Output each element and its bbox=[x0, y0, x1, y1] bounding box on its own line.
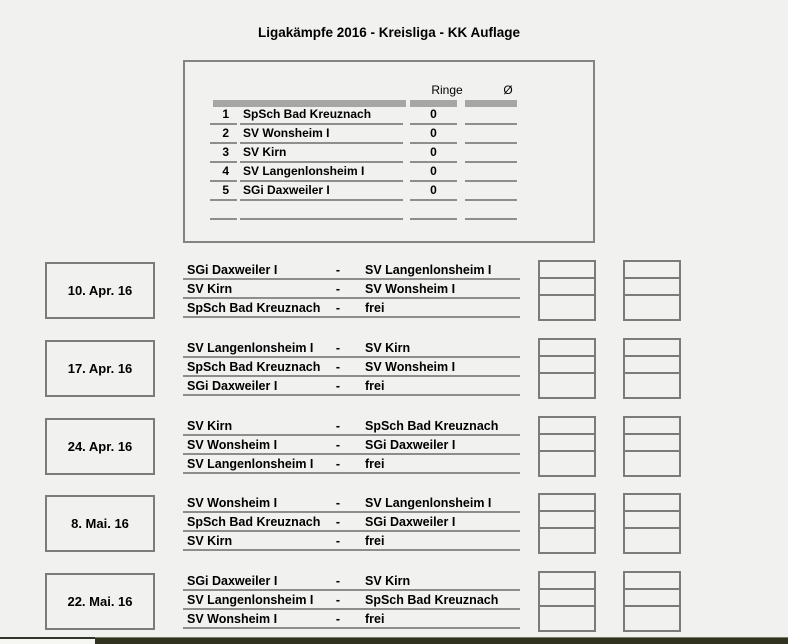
away-team: SV Langenlonsheim I bbox=[365, 263, 492, 277]
match-row bbox=[183, 358, 520, 377]
rank-cell: 5 bbox=[210, 182, 237, 201]
away-team: SGi Daxweiler I bbox=[365, 438, 456, 452]
team-cell: SGi Daxweiler I bbox=[240, 182, 403, 201]
vs-separator: - bbox=[335, 515, 341, 529]
match-row bbox=[183, 299, 520, 318]
bottom-scrollbar bbox=[0, 637, 788, 644]
score-box-average bbox=[623, 260, 681, 321]
date-box bbox=[45, 573, 155, 630]
score-cell bbox=[625, 418, 679, 435]
schedule-block bbox=[0, 494, 788, 558]
ringe-cell: 0 bbox=[410, 182, 457, 201]
schedule-block bbox=[0, 339, 788, 403]
match-row bbox=[183, 339, 520, 358]
ringe-column-header: Ringe bbox=[431, 83, 463, 97]
score-box-ringe bbox=[538, 338, 596, 399]
away-team: SV Kirn bbox=[365, 341, 411, 355]
score-cell bbox=[540, 452, 594, 470]
average-column-header: Ø bbox=[503, 83, 513, 97]
home-team: SpSch Bad Kreuznach bbox=[187, 360, 321, 374]
date-label: 22. Mai. 16 bbox=[67, 594, 133, 609]
standings-row bbox=[185, 125, 593, 144]
average-cell bbox=[465, 201, 517, 220]
score-cell bbox=[625, 529, 679, 547]
away-team: frei bbox=[365, 457, 385, 471]
score-cell bbox=[540, 418, 594, 435]
score-cell bbox=[540, 296, 594, 314]
standings-row bbox=[185, 106, 593, 125]
vs-separator: - bbox=[335, 360, 341, 374]
home-team: SV Wonsheim I bbox=[187, 496, 278, 510]
standings-row bbox=[185, 144, 593, 163]
score-cell bbox=[625, 512, 679, 529]
ringe-cell: 0 bbox=[410, 106, 457, 125]
team-cell bbox=[240, 201, 403, 220]
score-cell bbox=[625, 495, 679, 512]
date-label: 24. Apr. 16 bbox=[67, 439, 133, 454]
home-team: SGi Daxweiler I bbox=[187, 263, 278, 277]
rank-cell bbox=[210, 201, 237, 220]
match-list bbox=[183, 417, 520, 474]
date-box bbox=[45, 495, 155, 552]
average-cell bbox=[465, 182, 517, 201]
window-bottom-edge bbox=[95, 637, 788, 644]
match-row bbox=[183, 532, 520, 551]
score-cell bbox=[540, 529, 594, 547]
vs-separator: - bbox=[335, 379, 341, 393]
standings-table bbox=[183, 60, 595, 243]
date-box bbox=[45, 418, 155, 475]
scrollbar-thumb[interactable] bbox=[0, 637, 95, 644]
rank-cell: 4 bbox=[210, 163, 237, 182]
vs-separator: - bbox=[335, 341, 341, 355]
vs-separator: - bbox=[335, 496, 341, 510]
score-cell bbox=[540, 512, 594, 529]
ringe-cell bbox=[410, 201, 457, 220]
match-row bbox=[183, 591, 520, 610]
score-box-average bbox=[623, 493, 681, 554]
date-label: 17. Apr. 16 bbox=[67, 361, 133, 376]
score-cell bbox=[625, 435, 679, 452]
page-title: Ligakämpfe 2016 - Kreisliga - KK Auflage bbox=[257, 25, 521, 40]
score-box-ringe bbox=[538, 416, 596, 477]
score-cell bbox=[625, 452, 679, 470]
standings-row-empty bbox=[185, 201, 593, 220]
away-team: SV Wonsheim I bbox=[365, 282, 456, 296]
home-team: SV Langenlonsheim I bbox=[187, 341, 314, 355]
score-box-ringe bbox=[538, 260, 596, 321]
schedule-block bbox=[0, 417, 788, 481]
away-team: SV Wonsheim I bbox=[365, 360, 456, 374]
home-team: SV Langenlonsheim I bbox=[187, 457, 314, 471]
score-cell bbox=[625, 340, 679, 357]
rank-cell: 2 bbox=[210, 125, 237, 144]
match-list bbox=[183, 261, 520, 318]
home-team: SpSch Bad Kreuznach bbox=[187, 515, 321, 529]
match-row bbox=[183, 513, 520, 532]
rank-cell: 3 bbox=[210, 144, 237, 163]
average-cell bbox=[465, 163, 517, 182]
standings-row bbox=[185, 182, 593, 201]
vs-separator: - bbox=[335, 457, 341, 471]
away-team: frei bbox=[365, 612, 385, 626]
score-cell bbox=[540, 607, 594, 625]
home-team: SV Wonsheim I bbox=[187, 612, 278, 626]
ringe-cell: 0 bbox=[410, 163, 457, 182]
score-cell bbox=[540, 357, 594, 374]
home-team: SpSch Bad Kreuznach bbox=[187, 301, 321, 315]
score-box-ringe bbox=[538, 571, 596, 632]
vs-separator: - bbox=[335, 282, 341, 296]
vs-separator: - bbox=[335, 534, 341, 548]
score-cell bbox=[540, 374, 594, 392]
team-cell: SpSch Bad Kreuznach bbox=[240, 106, 403, 125]
vs-separator: - bbox=[335, 593, 341, 607]
vs-separator: - bbox=[335, 301, 341, 315]
score-cell bbox=[625, 374, 679, 392]
match-row bbox=[183, 572, 520, 591]
match-row bbox=[183, 417, 520, 436]
team-cell: SV Kirn bbox=[240, 144, 403, 163]
match-row bbox=[183, 377, 520, 396]
home-team: SGi Daxweiler I bbox=[187, 574, 278, 588]
score-cell bbox=[540, 435, 594, 452]
match-list bbox=[183, 572, 520, 629]
vs-separator: - bbox=[335, 574, 341, 588]
ringe-cell: 0 bbox=[410, 125, 457, 144]
average-cell bbox=[465, 144, 517, 163]
score-cell bbox=[625, 279, 679, 296]
vs-separator: - bbox=[335, 263, 341, 277]
schedule-block bbox=[0, 572, 788, 636]
vs-separator: - bbox=[335, 612, 341, 626]
match-row bbox=[183, 436, 520, 455]
score-box-average bbox=[623, 416, 681, 477]
score-cell bbox=[625, 607, 679, 625]
date-label: 8. Mai. 16 bbox=[71, 516, 129, 531]
standings-row bbox=[185, 163, 593, 182]
score-cell bbox=[540, 590, 594, 607]
score-cell bbox=[540, 573, 594, 590]
away-team: frei bbox=[365, 534, 385, 548]
average-cell bbox=[465, 125, 517, 144]
team-cell: SV Langenlonsheim I bbox=[240, 163, 403, 182]
match-row bbox=[183, 261, 520, 280]
home-team: SV Kirn bbox=[187, 534, 233, 548]
date-label: 10. Apr. 16 bbox=[67, 283, 133, 298]
home-team: SV Langenlonsheim I bbox=[187, 593, 314, 607]
away-team: frei bbox=[365, 379, 385, 393]
home-team: SGi Daxweiler I bbox=[187, 379, 278, 393]
away-team: SGi Daxweiler I bbox=[365, 515, 456, 529]
vs-separator: - bbox=[335, 438, 341, 452]
match-list bbox=[183, 494, 520, 551]
standings-rows bbox=[185, 106, 593, 220]
home-team: SV Kirn bbox=[187, 282, 233, 296]
score-cell bbox=[625, 296, 679, 314]
score-cell bbox=[540, 495, 594, 512]
vs-separator: - bbox=[335, 419, 341, 433]
average-cell bbox=[465, 106, 517, 125]
match-row bbox=[183, 610, 520, 629]
score-box-average bbox=[623, 571, 681, 632]
score-cell bbox=[625, 357, 679, 374]
date-box bbox=[45, 262, 155, 319]
home-team: SV Wonsheim I bbox=[187, 438, 278, 452]
score-box-ringe bbox=[538, 493, 596, 554]
away-team: frei bbox=[365, 301, 385, 315]
score-cell bbox=[540, 340, 594, 357]
score-cell bbox=[625, 590, 679, 607]
match-list bbox=[183, 339, 520, 396]
away-team: SV Langenlonsheim I bbox=[365, 496, 492, 510]
date-box bbox=[45, 340, 155, 397]
away-team: SpSch Bad Kreuznach bbox=[365, 593, 499, 607]
score-cell bbox=[625, 573, 679, 590]
match-row bbox=[183, 455, 520, 474]
away-team: SpSch Bad Kreuznach bbox=[365, 419, 499, 433]
home-team: SV Kirn bbox=[187, 419, 233, 433]
score-cell bbox=[540, 279, 594, 296]
score-cell bbox=[540, 262, 594, 279]
team-cell: SV Wonsheim I bbox=[240, 125, 403, 144]
score-box-average bbox=[623, 338, 681, 399]
ringe-cell: 0 bbox=[410, 144, 457, 163]
schedule-block bbox=[0, 261, 788, 325]
rank-cell: 1 bbox=[210, 106, 237, 125]
away-team: SV Kirn bbox=[365, 574, 411, 588]
match-row bbox=[183, 280, 520, 299]
match-row bbox=[183, 494, 520, 513]
score-cell bbox=[625, 262, 679, 279]
